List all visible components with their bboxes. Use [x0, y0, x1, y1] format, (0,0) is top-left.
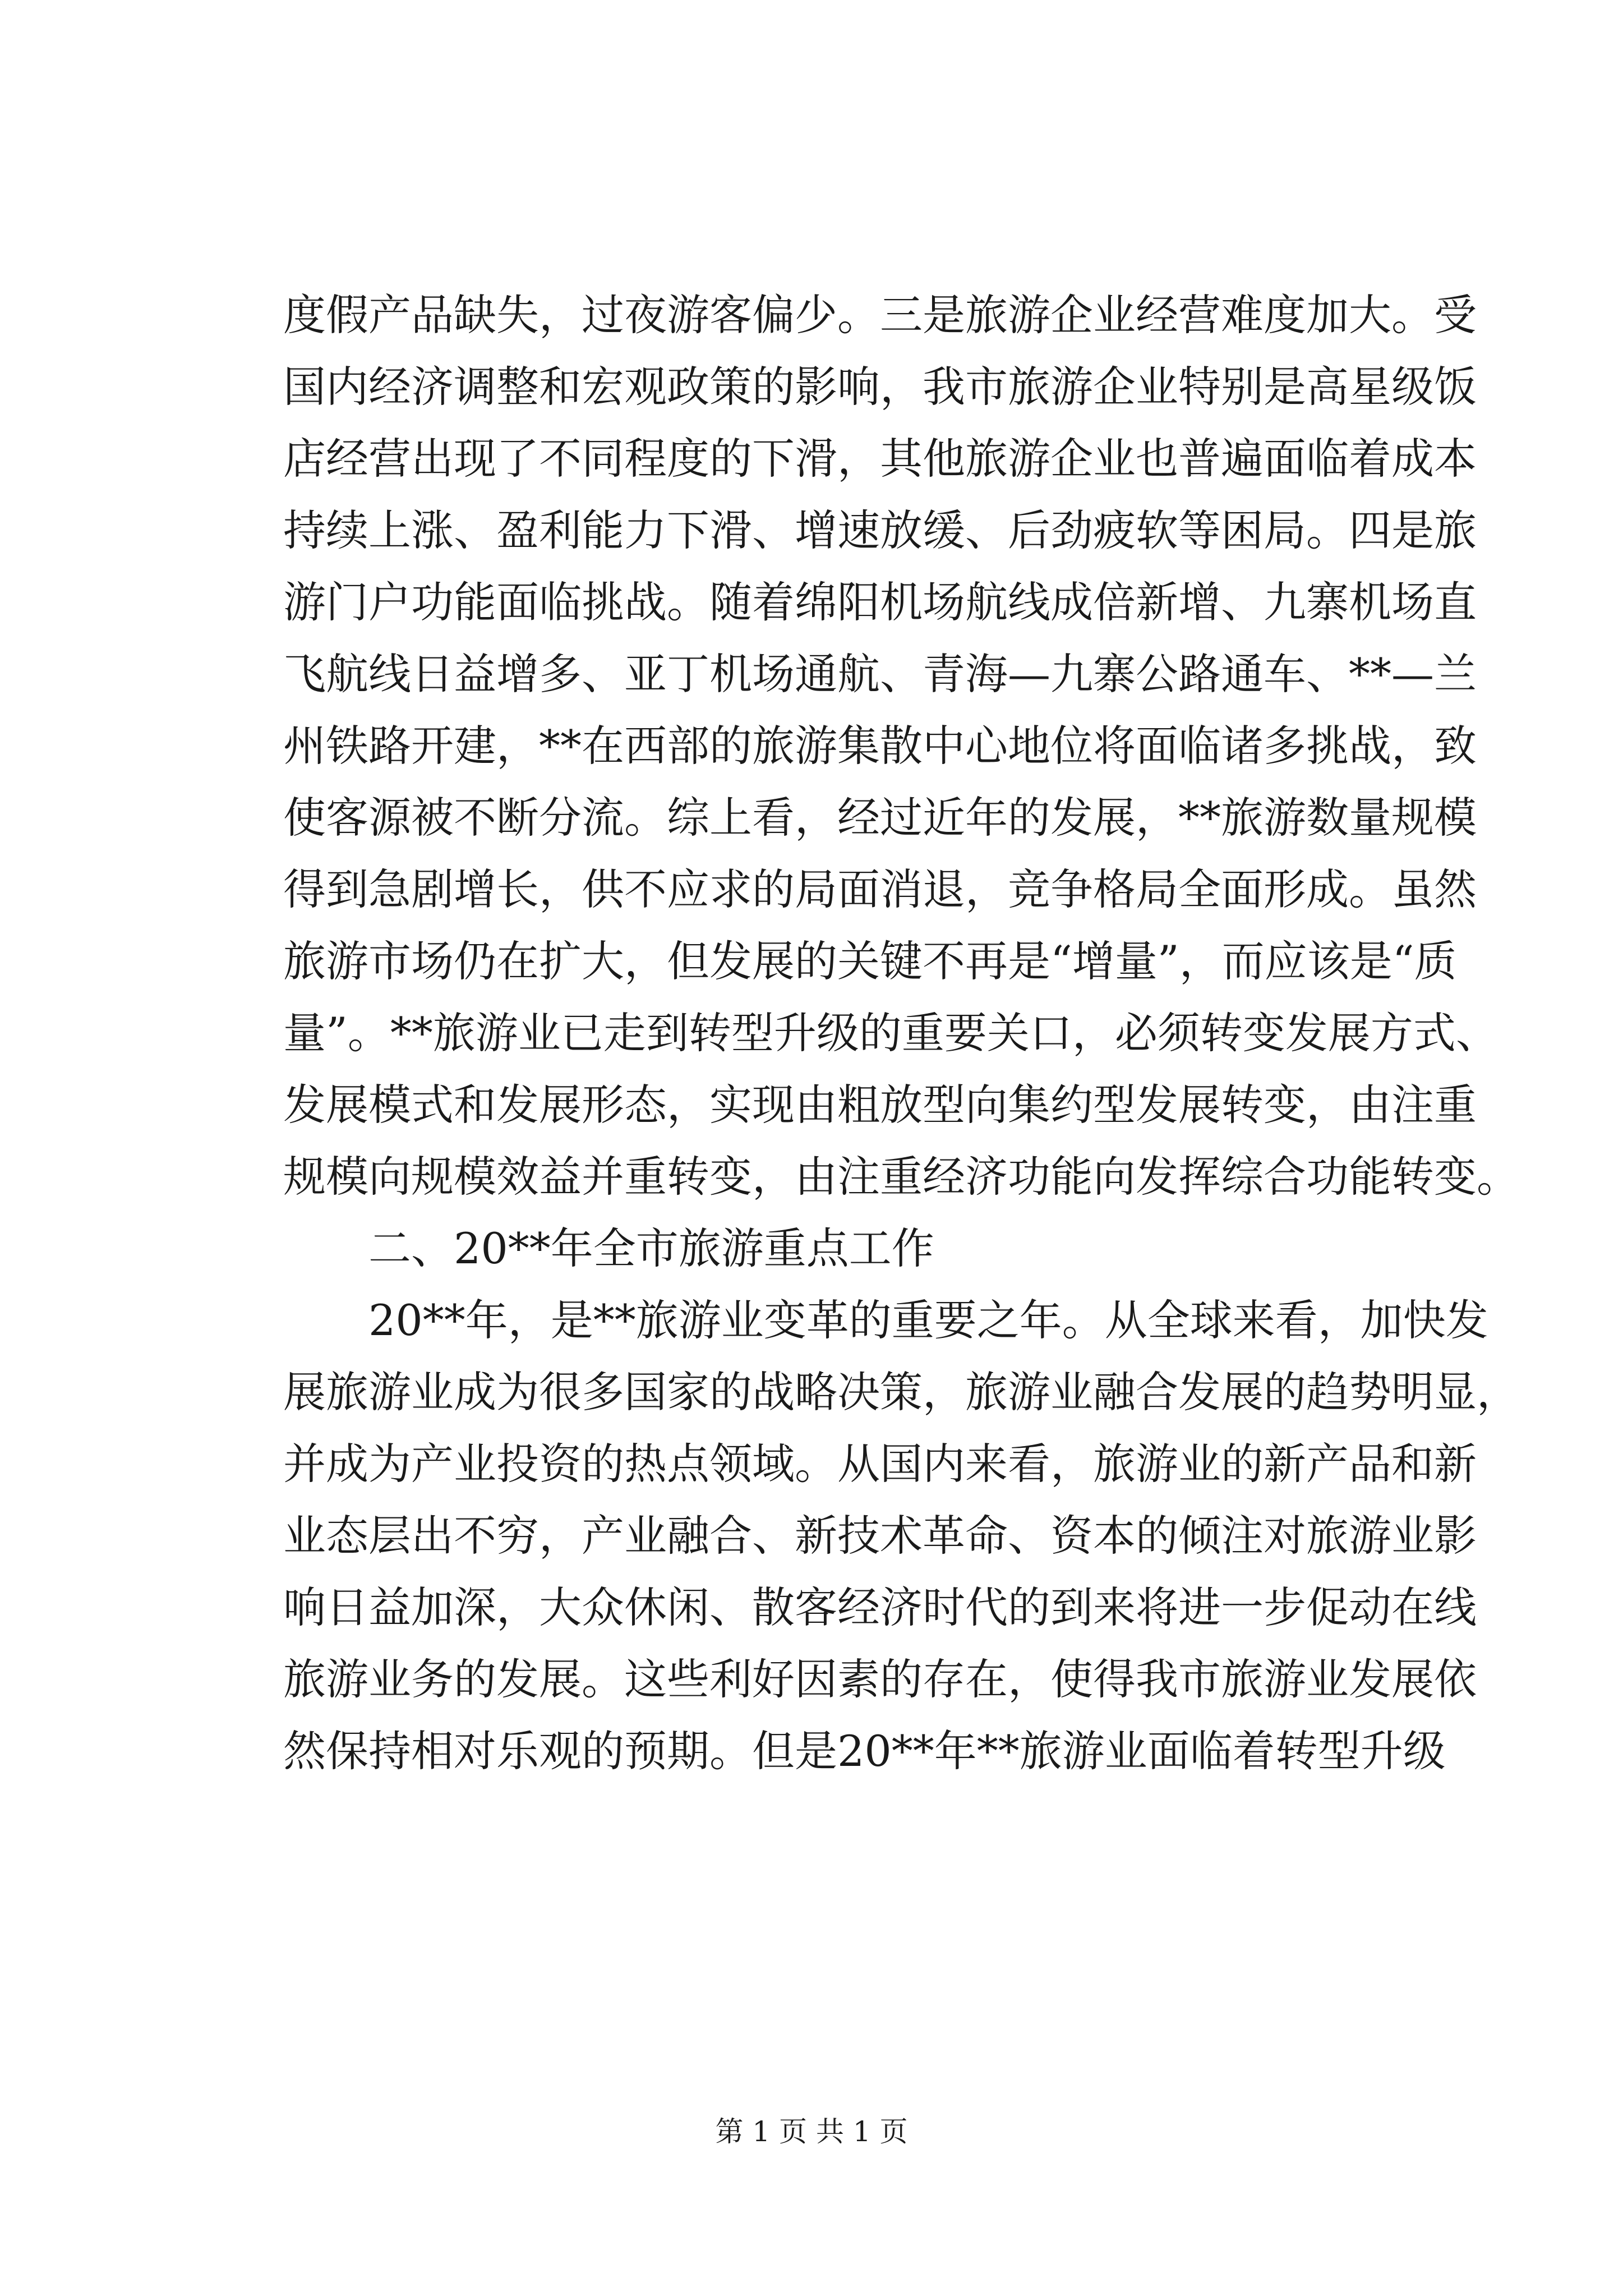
text-line: 规模向规模效益并重转变，由注重经济功能向发挥综合功能转变。: [283, 1152, 1519, 1202]
text-line: 度假产品缺失，过夜游客偏少。三是旅游企业经营难度加大。受: [283, 290, 1477, 340]
text-line: 旅游业务的发展。这些利好因素的存在，使得我市旅游业发展依: [283, 1654, 1477, 1704]
text-line: 发展模式和发展形态，实现由粗放型向集约型发展转变，由注重: [283, 1080, 1477, 1130]
text-line: 国内经济调整和宏观政策的影响，我市旅游企业特别是高星级饭: [283, 362, 1477, 412]
text-line: 使客源被不断分流。综上看，经过近年的发展，**旅游数量规模: [283, 793, 1477, 843]
page-footer: 第 1 页 共 1 页: [715, 2115, 908, 2148]
text-line: 响日益加深，大众休闲、散客经济时代的到来将进一步促动在线: [283, 1582, 1477, 1632]
text-line: 量”。**旅游业已走到转型升级的重要关口，必须转变发展方式、: [283, 1008, 1498, 1058]
body-text: [283, 279, 1519, 1787]
text-line: 店经营出现了不同程度的下滑，其他旅游企业也普遍面临着成本: [283, 434, 1477, 484]
text-line: 并成为产业投资的热点领域。从国内来看，旅游业的新产品和新: [283, 1439, 1477, 1489]
text-line: 业态层出不穷，产业融合、新技术革命、资本的倾注对旅游业影: [283, 1511, 1477, 1561]
section-heading: 二、20**年全市旅游重点工作: [368, 1223, 934, 1273]
text-line: 旅游市场仍在扩大，但发展的关键不再是“增量”，而应该是“质: [283, 936, 1457, 986]
text-line: 游门户功能面临挑战。随着绵阳机场航线成倍新增、九寨机场直: [283, 577, 1477, 627]
text-line: 飞航线日益增多、亚丁机场通航、青海—九寨公路通车、**—兰: [283, 649, 1477, 699]
text-line: 得到急剧增长，供不应求的局面消退，竞争格局全面形成。虽然: [283, 864, 1477, 914]
text-line: 展旅游业成为很多国家的战略决策，旅游业融合发展的趋势明显，: [283, 1367, 1519, 1417]
text-line: 然保持相对乐观的预期。但是20**年**旅游业面临着转型升级: [283, 1726, 1446, 1776]
text-line: 州铁路开建，**在西部的旅游集散中心地位将面临诸多挑战，致: [283, 721, 1477, 771]
text-line: 20**年，是**旅游业变革的重要之年。从全球来看，加快发: [368, 1295, 1488, 1345]
text-line: 持续上涨、盈利能力下滑、增速放缓、后劲疲软等困局。四是旅: [283, 505, 1477, 555]
